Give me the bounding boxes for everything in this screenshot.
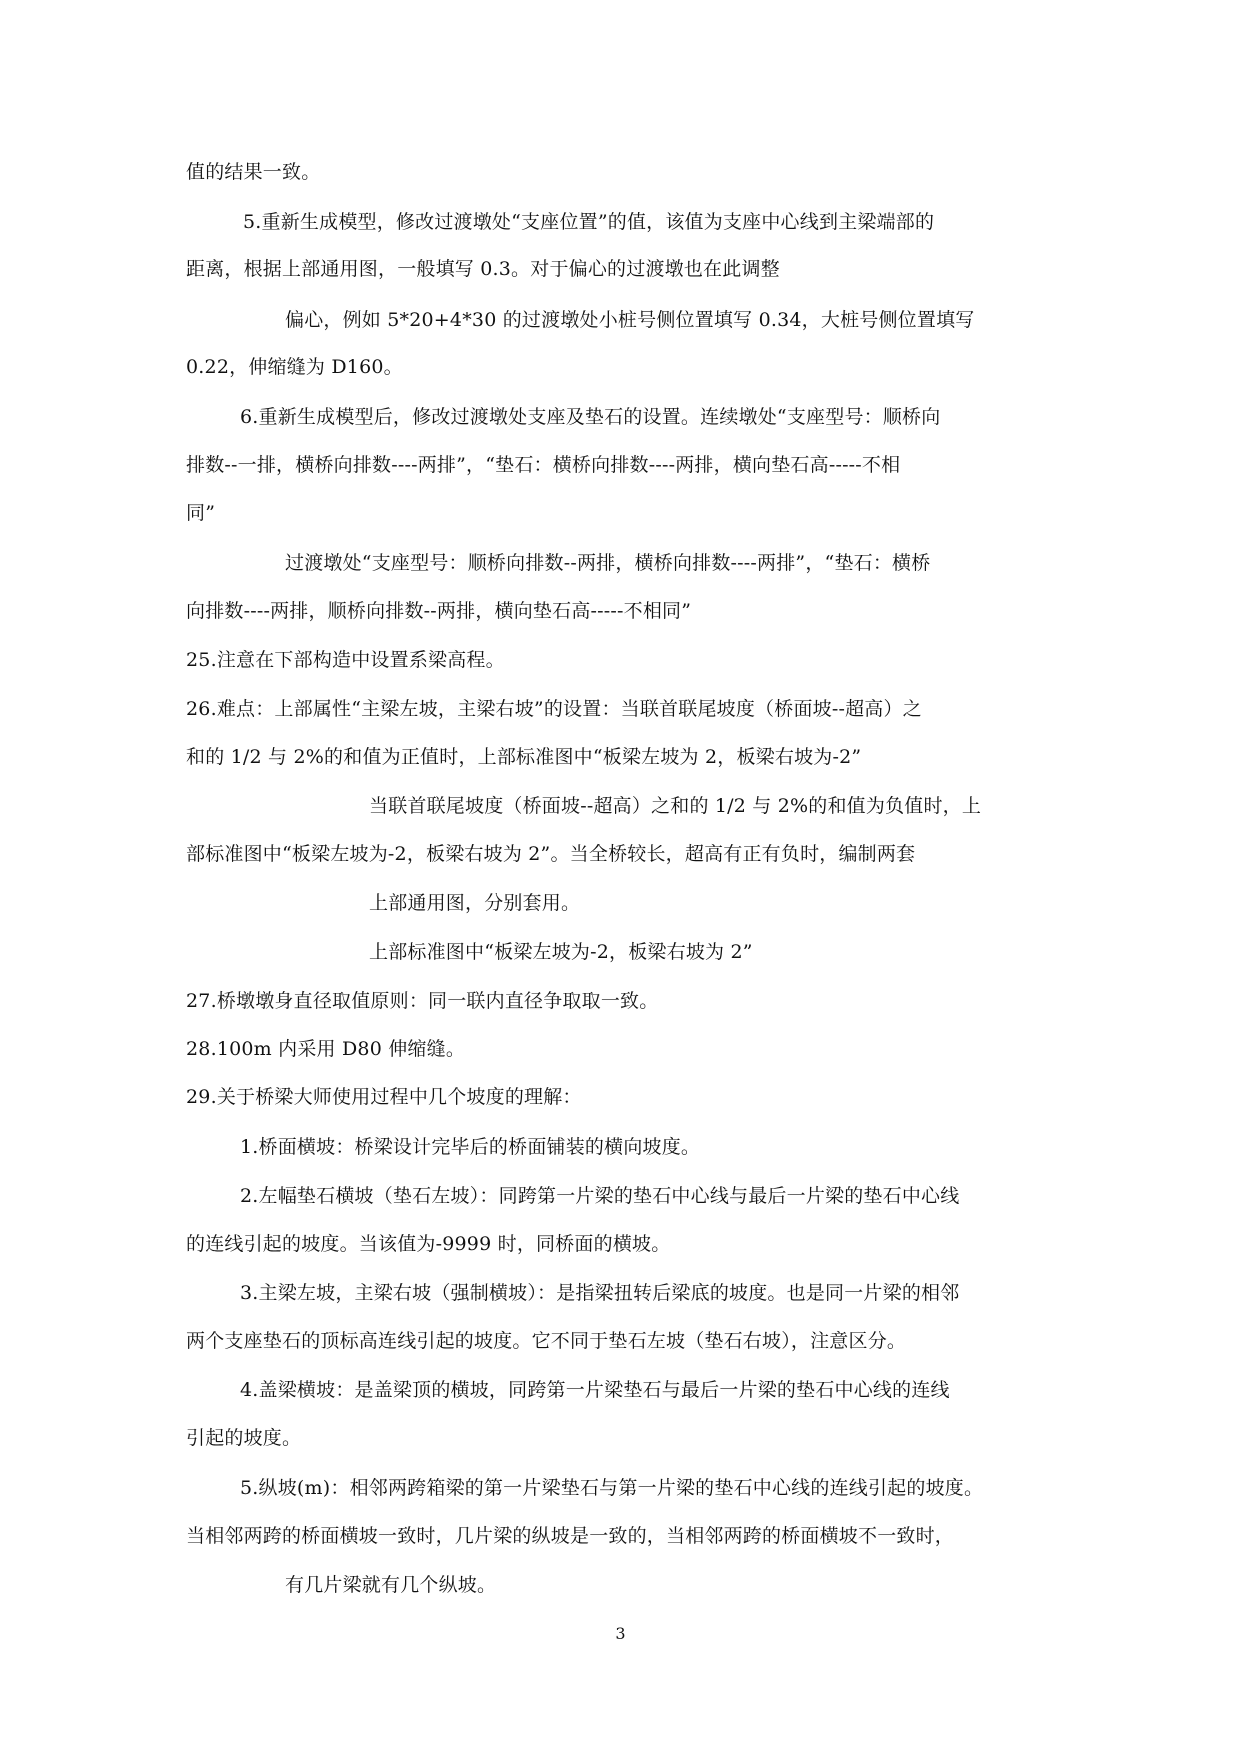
text-line: 0.22，伸缩缝为 D160。 (186, 356, 403, 378)
text-line: 26.难点：上部属性“主梁左坡，主梁右坡”的设置：当联首联尾坡度（桥面坡--超高）之 (186, 698, 922, 720)
text-line: 2.左幅垫石横坡（垫石左坡）：同跨第一片梁的垫石中心线与最后一片梁的垫石中心线 (240, 1185, 960, 1207)
text-line: 29.关于桥梁大师使用过程中几个坡度的理解： (186, 1086, 582, 1108)
text-line: 部标准图中“板梁左坡为-2，板梁右坡为 2”。当全桥较长，超高有正有负时，编制两套 (186, 843, 916, 865)
text-line: 28.100m 内采用 D80 伸缩缝。 (186, 1038, 466, 1060)
text-line: 3.主梁左坡，主梁右坡（强制横坡）：是指梁扭转后梁底的坡度。也是同一片梁的相邻 (240, 1282, 960, 1304)
text-line: 6.重新生成模型后，修改过渡墩处支座及垫石的设置。连续墩处“支座型号：顺桥向 (240, 406, 941, 428)
text-line: 偏心，例如 5*20+4*30 的过渡墩处小桩号侧位置填写 0.34，大桩号侧位置填写 (285, 309, 975, 331)
text-line: 两个支座垫石的顶标高连线引起的坡度。它不同于垫石左坡（垫石右坡），注意区分。 (186, 1330, 907, 1352)
text-line: 有几片梁就有几个纵坡。 (285, 1574, 497, 1596)
text-line: 1.桥面横坡：桥梁设计完毕后的桥面铺装的横向坡度。 (240, 1136, 701, 1158)
text-line: 引起的坡度。 (186, 1427, 302, 1449)
text-line: 同” (186, 502, 216, 524)
text-line: 5.纵坡(m)：相邻两跨箱梁的第一片梁垫石与第一片梁的垫石中心线的连线引起的坡度。 (240, 1477, 984, 1499)
text-line: 4.盖梁横坡：是盖梁顶的横坡，同跨第一片梁垫石与最后一片梁的垫石中心线的连线 (240, 1379, 950, 1401)
text-line: 排数--一排，横桥向排数----两排”，“垫石：横桥向排数----两排，横向垫石高-----不相 (186, 454, 901, 476)
page-number: 3 (615, 1624, 626, 1643)
text-line: 值的结果一致。 (186, 161, 321, 183)
text-line: 27.桥墩墩身直径取值原则：同一联内直径争取取一致。 (186, 990, 659, 1012)
text-line: 当联首联尾坡度（桥面坡--超高）之和的 1/2 与 2%的和值为负值时，上 (369, 795, 982, 817)
text-line: 当相邻两跨的桥面横坡一致时，几片梁的纵坡是一致的，当相邻两跨的桥面横坡不一致时， (186, 1525, 955, 1547)
text-line: 向排数----两排，顺桥向排数--两排，横向垫石高-----不相同” (186, 600, 692, 622)
text-line: 5.重新生成模型，修改过渡墩处“支座位置”的值，该值为支座中心线到主梁端部的 (243, 211, 935, 233)
text-line: 过渡墩处“支座型号：顺桥向排数--两排，横桥向排数----两排”，“垫石：横桥 (285, 552, 931, 574)
text-line: 和的 1/2 与 2%的和值为正值时，上部标准图中“板梁左坡为 2，板梁右坡为-2” (186, 746, 862, 768)
text-line: 的连线引起的坡度。当该值为-9999 时，同桥面的横坡。 (186, 1233, 671, 1255)
text-line: 上部通用图，分别套用。 (369, 892, 581, 914)
text-line: 25.注意在下部构造中设置系梁高程。 (186, 649, 505, 671)
text-line: 距离，根据上部通用图，一般填写 0.3。对于偏心的过渡墩也在此调整 (186, 258, 780, 280)
text-line: 上部标准图中“板梁左坡为-2，板梁右坡为 2” (369, 941, 753, 963)
